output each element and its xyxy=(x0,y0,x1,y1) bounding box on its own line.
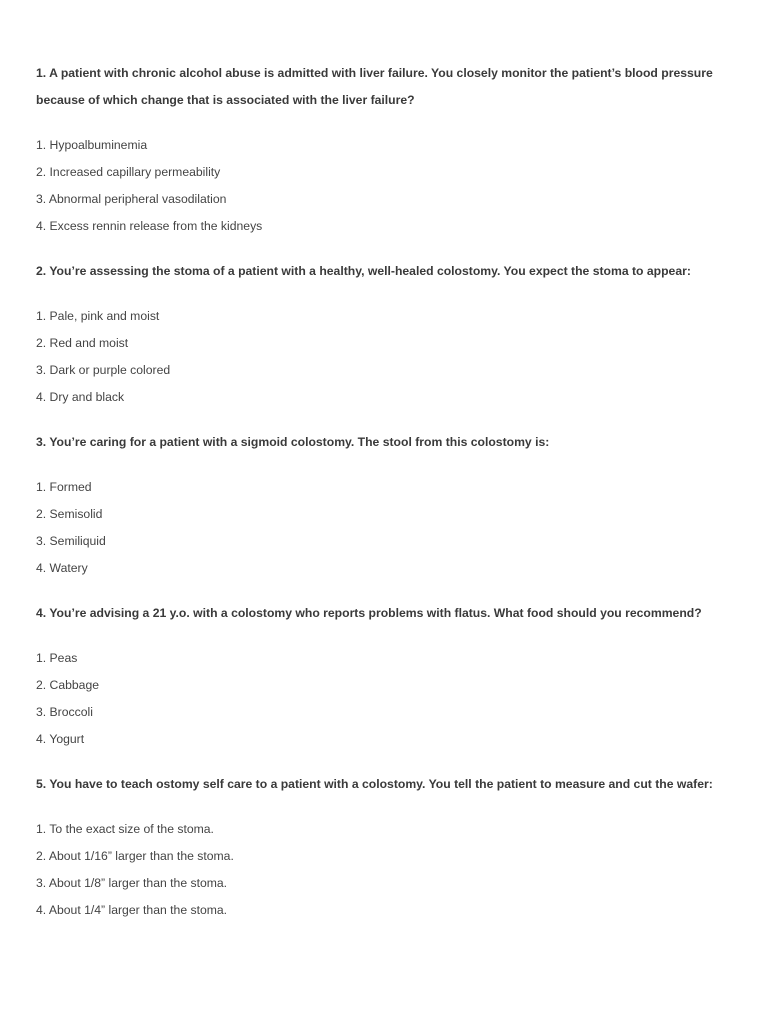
question-text: 4. You’re advising a 21 y.o. with a colostomy who reports problems with flatus. What food should you recommend? xyxy=(36,606,702,620)
question-block-5 xyxy=(36,771,732,924)
answer-option: 3. Dark or purple colored xyxy=(36,363,171,377)
question-block-1 xyxy=(36,60,732,240)
answer-option: 2. Red and moist xyxy=(36,336,129,350)
answer-option: 4. Excess rennin release from the kidneys xyxy=(36,219,263,233)
answer-option: 4. Dry and black xyxy=(36,390,125,404)
answer-option: 2. Semisolid xyxy=(36,507,103,521)
answer-option: 1. Pale, pink and moist xyxy=(36,309,160,323)
answer-option: 1. To the exact size of the stoma. xyxy=(36,822,214,836)
answer-option: 3. Broccoli xyxy=(36,705,93,719)
answer-options xyxy=(36,474,732,582)
question-block-4 xyxy=(36,600,732,753)
answer-option: 4. Yogurt xyxy=(36,732,85,746)
answer-option: 3. Abnormal peripheral vasodilation xyxy=(36,192,227,206)
answer-options xyxy=(36,303,732,411)
answer-option: 1. Peas xyxy=(36,651,78,665)
question-text: 2. You’re assessing the stoma of a patient with a healthy, well-healed colostomy. You expect the stoma to appear: xyxy=(36,264,691,278)
answer-option: 3. About 1/8” larger than the stoma. xyxy=(36,876,228,890)
answer-option: 4. About 1/4” larger than the stoma. xyxy=(36,903,228,917)
answer-option: 1. Formed xyxy=(36,480,92,494)
question-block-3 xyxy=(36,429,732,582)
answer-options xyxy=(36,645,732,753)
answer-option: 2. About 1/16” larger than the stoma. xyxy=(36,849,234,863)
answer-options xyxy=(36,816,732,924)
answer-option: 4. Watery xyxy=(36,561,88,575)
answer-option: 2. Cabbage xyxy=(36,678,100,692)
question-text: 5. You have to teach ostomy self care to a patient with a colostomy. You tell the patient to measure and cut the wafer: xyxy=(36,777,713,791)
question-block-2 xyxy=(36,258,732,411)
answer-option: 1. Hypoalbuminemia xyxy=(36,138,148,152)
answer-option: 2. Increased capillary permeability xyxy=(36,165,221,179)
question-text: 3. You’re caring for a patient with a sigmoid colostomy. The stool from this colostomy is: xyxy=(36,435,550,449)
answer-option: 3. Semiliquid xyxy=(36,534,106,548)
answer-options xyxy=(36,132,732,240)
question-text: 1. A patient with chronic alcohol abuse is admitted with liver failure. You closely monitor the patient’s blood pressure because of which change that is associated with the liver failure? xyxy=(36,66,713,107)
